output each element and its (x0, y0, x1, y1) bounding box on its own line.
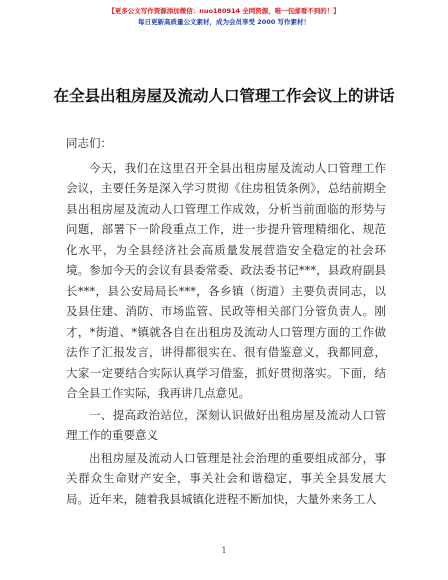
promo-banner-line-1: 【更多公文写作资源添加微信：nuo180914 全网资源，唯一包邮看不到的！】 (108, 7, 340, 15)
promo-banner (0, 6, 448, 28)
section-heading: 一、提高政治站位，深刻认识做好出租房屋及流动人口管理工作的重要意义 (66, 407, 386, 442)
page-number: 1 (221, 546, 227, 555)
document-body (66, 133, 386, 509)
paragraph-body: 出租房屋及流动人口管理是社会治理的重要组成部分，事关群众生命财产安全，事关社会和谐稳定，事关全县发展大局。近年来，随着我县城镇化进程不断加快，大量外来务工人 (66, 450, 386, 506)
paragraph-intro: 今天，我们在这里召开全县出租房屋及流动人口管理工作会议，主要任务是深入学习贯彻《住房租赁条例》，总结前期全县出租房屋及流动人口管理工作成效，分析当前面临的形势与问题，部署下一阶段重点工作，进一步提升管理精细化、规范化水平，为全县经济社会高质量发展营造安全稳定的社会环境。参加今天的会议有县委常委、政法委书记***，县政府副县长***，县公安局局长***，各乡镇（街道）主要负责同志，以及县住建、消防、市场监管、民政等相关部门分管负责人。刚才，*街道、*镇就各自在出租房及流动人口管理方面的工作做法作了汇报发言，讲得都很实在、很有借鉴意义，我都同意，大家一定要结合实际认真学习借鉴，抓好贯彻落实。下面，结合全县工作实际，我再讲几点意见。 (66, 160, 386, 400)
salutation: 同志们： (66, 136, 112, 150)
promo-banner-line-2: 每日更新高质量公文素材，成为会员享受 2000 写作素材！ (137, 18, 311, 26)
document-title: 在全县出租房屋及流动人口管理工作会议上的讲话 (53, 87, 395, 105)
